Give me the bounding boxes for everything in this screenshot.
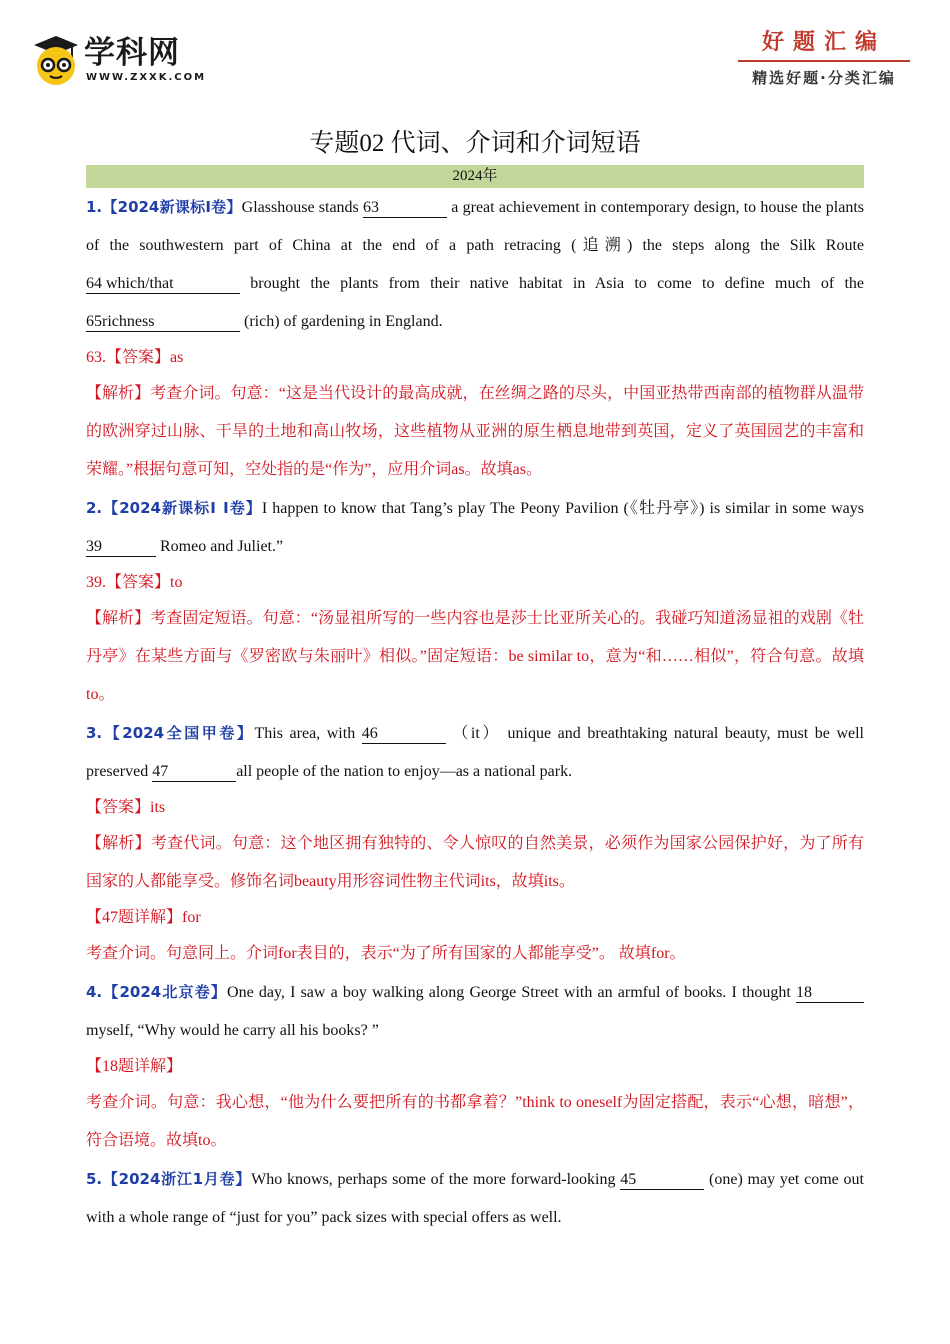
- brand-title: 好题汇编: [738, 28, 910, 62]
- question-text: This area, with: [254, 725, 362, 742]
- explanation-18: 考查介词。句意：我心想，“他为什么要把所有的书都拿着？”think to oneself为固定搭配，表示“心想，暗想”，符合语境。故填to。: [86, 1094, 864, 1149]
- blank-64: 64 which/that: [86, 275, 240, 294]
- question-3: [86, 714, 864, 791]
- detail-head-18: 【18题详解】: [86, 1058, 183, 1075]
- question-source: 【2024浙江1月卷】: [102, 1170, 252, 1188]
- blank-46: 46: [362, 725, 446, 744]
- logo-url: WWW.ZXXK.COM: [86, 72, 207, 83]
- question-text: I happen to know that Tang’s play The Peony Pavilion (《牡丹亭》) is similar in some ways: [261, 500, 864, 517]
- page-header: [0, 0, 950, 110]
- zxxk-logo[interactable]: [32, 34, 212, 90]
- blank-63: 63: [363, 199, 447, 218]
- question-4: [86, 973, 864, 1050]
- blank-39: 39: [86, 538, 156, 557]
- document-body: [86, 188, 864, 1237]
- question-number: 5.: [86, 1170, 103, 1188]
- question-5: [86, 1160, 864, 1237]
- brand-subtitle: 精选好题·分类汇编: [752, 69, 896, 87]
- question-text: （it） unique and breathtaking natural beauty, must be well preserved: [86, 725, 865, 780]
- question-source: 【2024全国甲卷】: [102, 724, 255, 742]
- year-section-bar: 2024年: [86, 165, 864, 188]
- question-text: brought the plants from their native habitat in Asia to come to define much of the: [240, 275, 864, 292]
- question-number: 1.: [86, 198, 103, 216]
- question-text: Glasshouse stands: [241, 199, 364, 216]
- blank-47: 47: [152, 763, 236, 782]
- answer-63: 63.【答案】as: [86, 349, 184, 366]
- explanation-47: 考查介词。句意同上。介词for表目的，表示“为了所有国家的人都能享受”。 故填for。: [86, 945, 686, 962]
- question-1: [86, 188, 864, 341]
- detail-head-47: 【47题详解】for: [86, 909, 201, 926]
- mascot-icon: [32, 34, 80, 86]
- document-title: 专题02 代词、介词和介词短语: [309, 130, 641, 157]
- question-text: (one) may yet come out with a whole range of “just for you” pack sizes with special offers as well.: [86, 1171, 864, 1226]
- question-source: 【2024新课标Ⅰ Ⅰ卷】: [102, 499, 262, 517]
- question-2: [86, 489, 864, 566]
- answer-46: 【答案】its: [86, 799, 166, 816]
- question-number: 3.: [86, 724, 103, 742]
- question-text: myself, “Why would he carry all his books? ”: [86, 1022, 379, 1039]
- question-text: a great achievement in contemporary design, to house the plants of the southwestern part of China at the end of a path retracing (追溯) the steps along the Silk Route: [86, 199, 864, 254]
- explanation-39: 【解析】考查固定短语。句意：“汤显祖所写的一些内容也是莎士比亚所关心的。我碰巧知道汤显祖的戏剧《牡丹亭》在某些方面与《罗密欧与朱丽叶》相似。”固定短语：be similar to，意为“和……相似”，符合句意。故填to。: [86, 610, 864, 703]
- question-text: all people of the nation to enjoy—as a national park.: [236, 763, 573, 780]
- brand-badge: [738, 28, 910, 88]
- question-text: (rich) of gardening in England.: [240, 313, 443, 330]
- blank-18: 18: [796, 984, 864, 1003]
- logo-text: 学科网: [84, 35, 180, 71]
- question-number: 4.: [86, 983, 103, 1001]
- explanation-63: 【解析】考查介词。句意：“这是当代设计的最高成就，在丝绸之路的尽头，中国亚热带西南部的植物群从温带的欧洲穿过山脉、干旱的土地和高山牧场，这些植物从亚洲的原生栖息地带到英国，定义了英国园艺的丰富和荣耀。”根据句意可知，空处指的是“作为”，应用介词as。故填as。: [86, 385, 864, 478]
- question-source: 【2024新课标Ⅰ卷】: [102, 198, 242, 216]
- question-number: 2.: [86, 499, 103, 517]
- question-text: Who knows, perhaps some of the more forward-looking: [251, 1171, 621, 1188]
- question-text: Romeo and Juliet.”: [156, 538, 284, 555]
- blank-45: 45: [620, 1171, 704, 1190]
- blank-65: 65richness: [86, 313, 240, 332]
- question-source: 【2024北京卷】: [102, 983, 228, 1001]
- explanation-46: 【解析】考查代词。句意：这个地区拥有独特的、令人惊叹的自然美景，必须作为国家公园保护好，为了所有国家的人都能享受。修饰名词beauty用形容词性物主代词its，故填its。: [86, 835, 864, 890]
- question-text: One day, I saw a boy walking along George Street with an armful of books. I thought: [227, 984, 796, 1001]
- answer-39: 39.【答案】to: [86, 574, 183, 591]
